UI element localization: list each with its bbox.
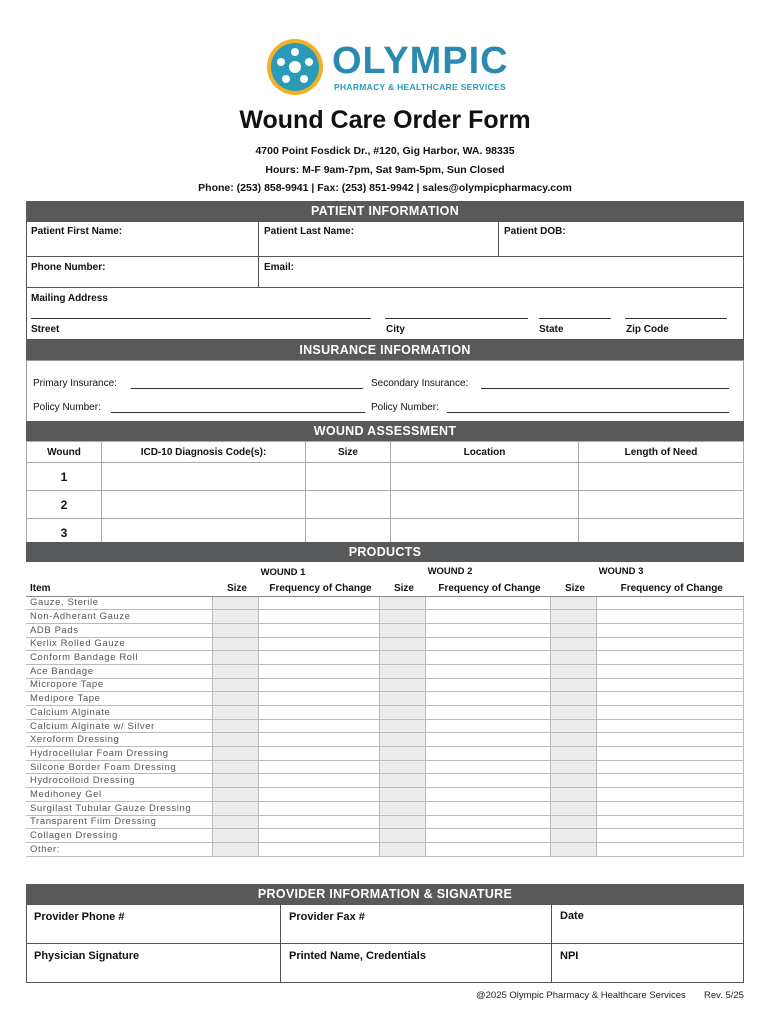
- wound2-freq-cell[interactable]: [425, 610, 550, 624]
- wound2-size-cell[interactable]: [379, 651, 425, 665]
- wound2-size-cell[interactable]: [379, 637, 425, 651]
- product-item: Transparent Film Dressing: [26, 815, 212, 829]
- wound2-size-cell[interactable]: [379, 829, 425, 843]
- wound3-size-cell[interactable]: [550, 596, 596, 610]
- wound3-freq-cell[interactable]: [596, 706, 744, 720]
- wound3-size-cell[interactable]: [550, 815, 596, 829]
- date-field[interactable]: [551, 904, 744, 944]
- wound3-freq-cell[interactable]: [596, 610, 744, 624]
- mailing-address-field[interactable]: [26, 287, 744, 340]
- wound2-freq-cell[interactable]: [425, 842, 550, 856]
- wound3-freq-cell[interactable]: [596, 788, 744, 802]
- wound1-size-cell[interactable]: [212, 815, 258, 829]
- wound2-size-cell[interactable]: [379, 842, 425, 856]
- wound1-size-cell[interactable]: [212, 651, 258, 665]
- wound1-freq-cell[interactable]: [258, 815, 379, 829]
- wound-number: 2: [27, 491, 102, 519]
- size-cell[interactable]: [306, 463, 391, 491]
- product-item: Medihoney Gel: [26, 788, 212, 802]
- product-item: Xeroform Dressing: [26, 733, 212, 747]
- contact-line: Phone: (253) 858-9941 | Fax: (253) 851-9942 | sales@olympicpharmacy.com: [198, 182, 572, 194]
- patient-section-header: PATIENT INFORMATION: [26, 201, 744, 221]
- insurance-area: [26, 360, 744, 422]
- wound2-header: WOUND 2: [427, 566, 473, 577]
- table-row: [26, 623, 744, 637]
- wound2-freq-cell[interactable]: [425, 815, 550, 829]
- policy-number-2-label: Policy Number:: [371, 402, 439, 413]
- phone-number-field[interactable]: [26, 256, 259, 288]
- wound3-freq-cell[interactable]: [596, 774, 744, 788]
- wound3-freq-cell[interactable]: [596, 623, 744, 637]
- wound3-size-cell[interactable]: [550, 637, 596, 651]
- wound2-size-cell[interactable]: [379, 692, 425, 706]
- size-col-header: Size: [379, 581, 425, 596]
- wound1-size-cell[interactable]: [212, 801, 258, 815]
- table-row: [26, 664, 744, 678]
- wound-assessment-header: WOUND ASSESSMENT: [26, 421, 744, 441]
- icd10-cell[interactable]: [102, 491, 306, 519]
- freq-col-header: Frequency of Change: [596, 581, 744, 596]
- printed-name-field[interactable]: [280, 943, 552, 983]
- wound1-freq-cell[interactable]: [258, 842, 379, 856]
- wound3-size-cell[interactable]: [550, 733, 596, 747]
- wound1-freq-cell[interactable]: [258, 719, 379, 733]
- wound1-size-cell[interactable]: [212, 706, 258, 720]
- product-item: Hydrocolloid Dressing: [26, 774, 212, 788]
- street-label: Street: [31, 324, 60, 335]
- wound3-size-cell[interactable]: [550, 842, 596, 856]
- wound3-size-cell[interactable]: [550, 788, 596, 802]
- wound1-size-cell[interactable]: [212, 788, 258, 802]
- wound2-size-cell[interactable]: [379, 815, 425, 829]
- wound3-size-cell[interactable]: [550, 692, 596, 706]
- wound2-size-cell[interactable]: [379, 801, 425, 815]
- provider-fax-field[interactable]: [280, 904, 552, 944]
- wound3-freq-cell[interactable]: [596, 842, 744, 856]
- npi-field[interactable]: [551, 943, 744, 983]
- product-item: Silcone Border Foam Dressing: [26, 760, 212, 774]
- wound2-size-cell[interactable]: [379, 760, 425, 774]
- table-row: [26, 596, 744, 610]
- footer-copyright: @2025 Olympic Pharmacy & Healthcare Services: [476, 990, 686, 1001]
- wound1-size-cell[interactable]: [212, 610, 258, 624]
- wound3-freq-cell[interactable]: [596, 664, 744, 678]
- wound3-size-cell[interactable]: [550, 760, 596, 774]
- patient-dob-label: Patient DOB:: [504, 226, 566, 237]
- wound1-freq-cell[interactable]: [258, 596, 379, 610]
- wound1-size-cell[interactable]: [212, 747, 258, 761]
- provider-phone-field[interactable]: [26, 904, 281, 944]
- state-line[interactable]: [539, 318, 611, 319]
- wound2-freq-cell[interactable]: [425, 678, 550, 692]
- olympic-emblem-icon: [266, 38, 324, 96]
- table-row: [26, 788, 744, 802]
- table-row: [26, 815, 744, 829]
- wound2-size-cell[interactable]: [379, 664, 425, 678]
- wound3-size-cell[interactable]: [550, 610, 596, 624]
- wound3-freq-cell[interactable]: [596, 733, 744, 747]
- length-of-need-col-header: Length of Need: [579, 442, 744, 463]
- email-field[interactable]: [258, 256, 744, 288]
- wound3-freq-cell[interactable]: [596, 651, 744, 665]
- freq-col-header: Frequency of Change: [425, 581, 550, 596]
- product-item: Non-Adherant Gauze: [26, 610, 212, 624]
- wound3-header: WOUND 3: [598, 566, 644, 577]
- wound1-freq-cell[interactable]: [258, 829, 379, 843]
- products-table: [26, 581, 744, 857]
- wound3-freq-cell[interactable]: [596, 596, 744, 610]
- secondary-insurance-label: Secondary Insurance:: [371, 378, 469, 389]
- wound2-size-cell[interactable]: [379, 733, 425, 747]
- npi-label: NPI: [560, 950, 579, 962]
- wound1-size-cell[interactable]: [212, 842, 258, 856]
- wound2-freq-cell[interactable]: [425, 774, 550, 788]
- wound2-size-cell[interactable]: [379, 788, 425, 802]
- wound1-freq-cell[interactable]: [258, 610, 379, 624]
- table-row: [26, 610, 744, 624]
- wound2-freq-cell[interactable]: [425, 664, 550, 678]
- wound1-size-cell[interactable]: [212, 692, 258, 706]
- wound1-size-cell[interactable]: [212, 637, 258, 651]
- wound3-freq-cell[interactable]: [596, 719, 744, 733]
- wound3-size-cell[interactable]: [550, 774, 596, 788]
- provider-section-header: PROVIDER INFORMATION & SIGNATURE: [26, 884, 744, 904]
- product-item: Conform Bandage Roll: [26, 651, 212, 665]
- wound1-size-cell[interactable]: [212, 664, 258, 678]
- primary-insurance-line[interactable]: [131, 388, 363, 389]
- freq-col-header: Frequency of Change: [258, 581, 379, 596]
- wound1-size-cell[interactable]: [212, 733, 258, 747]
- wound3-freq-cell[interactable]: [596, 829, 744, 843]
- insurance-section-header: INSURANCE INFORMATION: [26, 340, 744, 360]
- city-label: City: [386, 324, 405, 335]
- brand-tagline: PHARMACY & HEALTHCARE SERVICES: [334, 82, 506, 92]
- wound3-size-cell[interactable]: [550, 747, 596, 761]
- icd10-cell[interactable]: [102, 463, 306, 491]
- phone-number-label: Phone Number:: [31, 262, 106, 273]
- table-row: [26, 719, 744, 733]
- table-row: [26, 678, 744, 692]
- wound1-freq-cell[interactable]: [258, 733, 379, 747]
- wound3-freq-cell[interactable]: [596, 747, 744, 761]
- wound2-size-cell[interactable]: [379, 706, 425, 720]
- wound1-size-cell[interactable]: [212, 623, 258, 637]
- table-row: [26, 842, 744, 856]
- olympic-logo: [266, 38, 509, 96]
- wound2-freq-cell[interactable]: [425, 801, 550, 815]
- product-item: Other:: [26, 842, 212, 856]
- product-item: Calcium Alginate: [26, 706, 212, 720]
- provider-phone-label: Provider Phone #: [34, 911, 125, 923]
- wound2-freq-cell[interactable]: [425, 637, 550, 651]
- wound3-freq-cell[interactable]: [596, 637, 744, 651]
- products-section-header: PRODUCTS: [26, 542, 744, 562]
- policy-number-2-line[interactable]: [447, 412, 729, 413]
- wound3-freq-cell[interactable]: [596, 815, 744, 829]
- product-item: ADB Pads: [26, 623, 212, 637]
- wound3-size-cell[interactable]: [550, 706, 596, 720]
- table-row: [26, 747, 744, 761]
- table-row: [26, 651, 744, 665]
- wound2-freq-cell[interactable]: [425, 596, 550, 610]
- secondary-insurance-line[interactable]: [481, 388, 729, 389]
- product-item: Medipore Tape: [26, 692, 212, 706]
- table-row: [26, 637, 744, 651]
- table-row: [26, 760, 744, 774]
- zip-line[interactable]: [625, 318, 727, 319]
- wound1-size-cell[interactable]: [212, 596, 258, 610]
- street-line[interactable]: [31, 318, 371, 319]
- size-col-header: Size: [306, 442, 391, 463]
- product-item: Gauze, Sterile: [26, 596, 212, 610]
- wound2-size-cell[interactable]: [379, 596, 425, 610]
- location-cell[interactable]: [391, 491, 579, 519]
- wound1-size-cell[interactable]: [212, 774, 258, 788]
- size-col-header: Size: [212, 581, 258, 596]
- state-label: State: [539, 324, 564, 335]
- primary-insurance-label: Primary Insurance:: [33, 378, 117, 389]
- footer-revision: Rev. 5/25: [704, 990, 744, 1001]
- table-row: [26, 774, 744, 788]
- length-cell[interactable]: [579, 463, 744, 491]
- wound-assessment-table: [26, 441, 744, 547]
- wound3-freq-cell[interactable]: [596, 801, 744, 815]
- physician-signature-field[interactable]: [26, 943, 281, 983]
- wound2-freq-cell[interactable]: [425, 747, 550, 761]
- wound2-size-cell[interactable]: [379, 623, 425, 637]
- wound1-freq-cell[interactable]: [258, 692, 379, 706]
- wound3-size-cell[interactable]: [550, 623, 596, 637]
- wound2-freq-cell[interactable]: [425, 829, 550, 843]
- length-cell[interactable]: [579, 491, 744, 519]
- mailing-address-label: Mailing Address: [31, 293, 108, 304]
- email-label: Email:: [264, 262, 295, 273]
- provider-fax-label: Provider Fax #: [289, 911, 365, 923]
- wound1-size-cell[interactable]: [212, 678, 258, 692]
- table-row: [26, 829, 744, 843]
- wound3-size-cell[interactable]: [550, 651, 596, 665]
- wound2-freq-cell[interactable]: [425, 760, 550, 774]
- location-col-header: Location: [391, 442, 579, 463]
- wound1-freq-cell[interactable]: [258, 801, 379, 815]
- wound-col-header: Wound: [27, 442, 102, 463]
- wound3-size-cell[interactable]: [550, 719, 596, 733]
- table-row: [27, 463, 744, 491]
- product-item: Collagen Dressing: [26, 829, 212, 843]
- wound1-freq-cell[interactable]: [258, 706, 379, 720]
- printed-name-label: Printed Name, Credentials: [289, 950, 426, 962]
- city-line[interactable]: [385, 318, 528, 319]
- physician-signature-label: Physician Signature: [34, 950, 140, 962]
- wound2-size-cell[interactable]: [379, 610, 425, 624]
- brand-name: OLYMPIC: [332, 40, 509, 82]
- wound2-size-cell[interactable]: [379, 678, 425, 692]
- wound2-size-cell[interactable]: [379, 774, 425, 788]
- wound2-size-cell[interactable]: [379, 719, 425, 733]
- form-title: Wound Care Order Form: [239, 106, 531, 134]
- patient-last-name-label: Patient Last Name:: [264, 226, 355, 237]
- table-row: [26, 706, 744, 720]
- wound3-size-cell[interactable]: [550, 678, 596, 692]
- wound-number: 3: [27, 519, 102, 547]
- patient-last-name-field[interactable]: [258, 221, 499, 257]
- wound2-freq-cell[interactable]: [425, 651, 550, 665]
- wound3-freq-cell[interactable]: [596, 760, 744, 774]
- wound2-freq-cell[interactable]: [425, 719, 550, 733]
- table-row: [27, 491, 744, 519]
- icd10-col-header: ICD-10 Diagnosis Code(s):: [102, 442, 306, 463]
- item-col-header: Item: [26, 581, 212, 596]
- policy-number-1-line[interactable]: [111, 412, 365, 413]
- wound1-header: WOUND 1: [260, 567, 306, 578]
- wound1-freq-cell[interactable]: [258, 747, 379, 761]
- wound3-size-cell[interactable]: [550, 664, 596, 678]
- size-col-header: Size: [550, 581, 596, 596]
- wound3-freq-cell[interactable]: [596, 678, 744, 692]
- wound3-size-cell[interactable]: [550, 801, 596, 815]
- table-row: [26, 733, 744, 747]
- table-row: [26, 692, 744, 706]
- product-item: Ace Bandage: [26, 664, 212, 678]
- address-line: 4700 Point Fosdick Dr., #120, Gig Harbor, WA. 98335: [255, 145, 515, 157]
- wound1-freq-cell[interactable]: [258, 623, 379, 637]
- product-item: Surgilast Tubular Gauze Dressing: [26, 801, 212, 815]
- product-item: Kerlix Rolled Gauze: [26, 637, 212, 651]
- wound2-freq-cell[interactable]: [425, 788, 550, 802]
- size-cell[interactable]: [306, 491, 391, 519]
- hours-line: Hours: M-F 9am-7pm, Sat 9am-5pm, Sun Closed: [265, 164, 505, 176]
- wound2-freq-cell[interactable]: [425, 706, 550, 720]
- patient-dob-field[interactable]: [498, 221, 744, 257]
- policy-number-1-label: Policy Number:: [33, 402, 101, 413]
- wound3-freq-cell[interactable]: [596, 692, 744, 706]
- patient-first-name-label: Patient First Name:: [31, 226, 123, 237]
- zip-label: Zip Code: [626, 324, 669, 335]
- wound1-freq-cell[interactable]: [258, 651, 379, 665]
- wound2-size-cell[interactable]: [379, 747, 425, 761]
- date-label: Date: [560, 910, 584, 922]
- product-item: Micropore Tape: [26, 678, 212, 692]
- wound1-freq-cell[interactable]: [258, 664, 379, 678]
- patient-first-name-field[interactable]: [26, 221, 259, 257]
- wound2-freq-cell[interactable]: [425, 623, 550, 637]
- wound1-freq-cell[interactable]: [258, 774, 379, 788]
- wound-number: 1: [27, 463, 102, 491]
- wound1-freq-cell[interactable]: [258, 637, 379, 651]
- wound3-size-cell[interactable]: [550, 829, 596, 843]
- product-item: Calcium Alginate w/ Silver: [26, 719, 212, 733]
- wound1-size-cell[interactable]: [212, 760, 258, 774]
- wound2-freq-cell[interactable]: [425, 733, 550, 747]
- product-item: Hydrocellular Foam Dressing: [26, 747, 212, 761]
- wound1-freq-cell[interactable]: [258, 678, 379, 692]
- wound1-size-cell[interactable]: [212, 829, 258, 843]
- location-cell[interactable]: [391, 463, 579, 491]
- wound2-freq-cell[interactable]: [425, 692, 550, 706]
- wound1-size-cell[interactable]: [212, 719, 258, 733]
- wound1-freq-cell[interactable]: [258, 760, 379, 774]
- wound1-freq-cell[interactable]: [258, 788, 379, 802]
- table-row: [26, 801, 744, 815]
